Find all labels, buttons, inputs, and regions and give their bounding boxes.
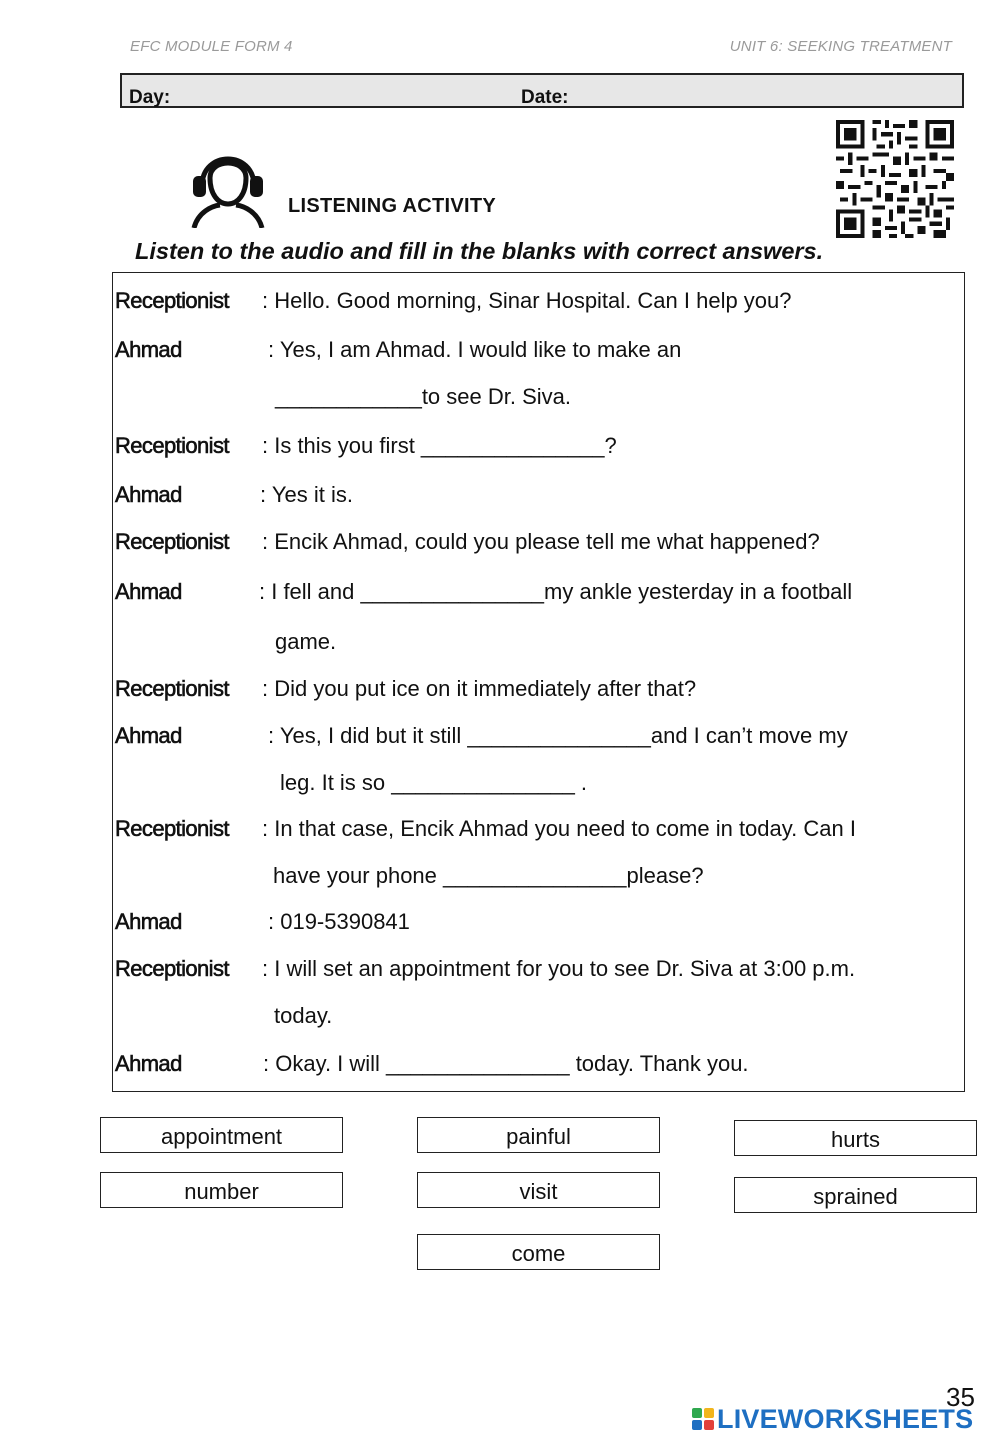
- module-title: EFC MODULE FORM 4: [130, 38, 293, 55]
- dialogue-line: : Did you put ice on it immediately after that?: [262, 676, 697, 701]
- speaker-ahmad: Ahmad: [115, 1051, 182, 1076]
- liveworksheets-logo: [692, 1405, 973, 1433]
- dialogue-line-blank[interactable]: : Is this you first _______________?: [262, 433, 617, 458]
- day-date-bar: [120, 73, 964, 108]
- dialogue-line: game.: [275, 629, 337, 654]
- word-bank-painful[interactable]: painful: [417, 1117, 660, 1153]
- word-bank-appointment[interactable]: appointment: [100, 1117, 343, 1153]
- headset-person-icon: [190, 148, 266, 228]
- date-label: Date:: [521, 87, 569, 108]
- instruction-text: Listen to the audio and fill in the blanks with correct answers.: [135, 238, 824, 264]
- word-bank-number[interactable]: number: [100, 1172, 343, 1208]
- word-bank-visit[interactable]: visit: [417, 1172, 660, 1208]
- speaker-receptionist: Receptionist: [115, 676, 229, 701]
- speaker-ahmad: Ahmad: [115, 579, 182, 604]
- speaker-receptionist: Receptionist: [115, 816, 229, 841]
- speaker-receptionist: Receptionist: [115, 529, 229, 554]
- dialogue-line-blank[interactable]: ____________to see Dr. Siva.: [275, 384, 572, 409]
- dialogue-line-blank[interactable]: : Yes, I did but it still _______________and I can’t move my: [268, 723, 848, 748]
- speaker-ahmad: Ahmad: [115, 337, 182, 362]
- logo-grid-icon: [692, 1408, 714, 1430]
- page-number: 35: [946, 1382, 975, 1412]
- speaker-ahmad: Ahmad: [115, 723, 182, 748]
- day-label: Day:: [129, 87, 171, 108]
- unit-title: UNIT 6: SEEKING TREATMENT: [729, 38, 952, 55]
- speaker-receptionist: Receptionist: [115, 956, 229, 981]
- word-bank-sprained[interactable]: sprained: [734, 1177, 977, 1213]
- word-bank-come[interactable]: come: [417, 1234, 660, 1270]
- dialogue-line: : Yes, I am Ahmad. I would like to make an: [268, 337, 682, 362]
- dialogue-line-blank[interactable]: leg. It is so _______________ .: [280, 770, 588, 795]
- speaker-receptionist: Receptionist: [115, 288, 229, 313]
- dialogue-line-blank[interactable]: have your phone _______________please?: [273, 863, 704, 888]
- dialogue-box: [112, 272, 965, 1092]
- dialogue-line: : In that case, Encik Ahmad you need to come in today. Can I: [262, 816, 856, 841]
- speaker-receptionist: Receptionist: [115, 433, 229, 458]
- activity-title: LISTENING ACTIVITY: [288, 195, 496, 217]
- dialogue-line: : I will set an appointment for you to see Dr. Siva at 3:00 p.m.: [262, 956, 856, 981]
- dialogue-line: : Encik Ahmad, could you please tell me what happened?: [262, 529, 820, 554]
- brand-name: LIVEWORKSHEETS: [717, 1403, 974, 1434]
- dialogue-line: : Yes it is.: [260, 482, 353, 507]
- dialogue-line: : 019-5390841: [268, 909, 410, 934]
- dialogue-line: : Hello. Good morning, Sinar Hospital. Can I help you?: [262, 288, 792, 313]
- dialogue-line: today.: [274, 1003, 333, 1028]
- speaker-ahmad: Ahmad: [115, 909, 182, 934]
- dialogue-line-blank[interactable]: : I fell and _______________my ankle yesterday in a football: [259, 579, 853, 604]
- qr-code-icon[interactable]: [836, 120, 954, 238]
- speaker-ahmad: Ahmad: [115, 482, 182, 507]
- word-bank-hurts[interactable]: hurts: [734, 1120, 977, 1156]
- dialogue-line-blank[interactable]: : Okay. I will _______________ today. Thank you.: [263, 1051, 749, 1076]
